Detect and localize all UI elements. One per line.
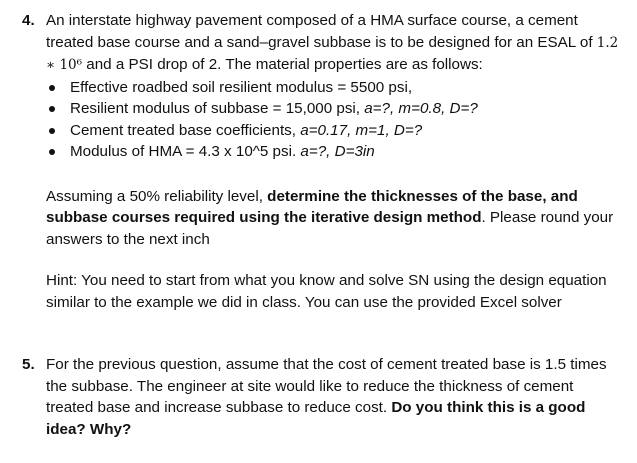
intro-text-a: An interstate highway pavement composed of a HMA surface course, a cement treated base course and a sand–gravel subbase is to be designed for an ESAL of (46, 12, 597, 51)
question-5-body (46, 354, 622, 440)
bullet-params: a=?, D=3in (300, 143, 375, 160)
question-4-body (46, 10, 622, 77)
intro-text-b: and a PSI drop of 2. The material properties are as follows: (82, 56, 483, 73)
list-item (46, 77, 622, 99)
bullet-params: a=?, m=0.8, D=? (364, 100, 478, 117)
assumption-text-b: . Please round your answers to the next inch (46, 209, 614, 248)
bullet-icon (49, 128, 55, 134)
bullet-params: a=0.17, m=1, D=? (300, 121, 423, 139)
question-5 (22, 354, 622, 440)
question-4-number: 4. (22, 12, 35, 29)
assumption-task: determine the thicknesses of the base, and subbase courses required using the iterative design method (46, 187, 578, 226)
list-item (46, 141, 622, 163)
list-item (46, 120, 622, 142)
bullet-lead: Cement treated base coefficients, (70, 121, 301, 139)
bullet-lead: Resilient modulus of subbase = 15,000 psi, (70, 100, 365, 117)
list-item (46, 98, 622, 120)
bullet-icon (49, 149, 55, 155)
question-4-intro (46, 10, 622, 77)
esal-value: 1.2 ∗ 10⁶ (46, 34, 619, 73)
assumption-text-a: Assuming a 50% reliability level, (46, 187, 268, 205)
bullet-icon (49, 85, 55, 91)
hint-paragraph: Hint: You need to start from what you know and solve SN using the design equation similar to the example we did in class. You can use the provided Excel solver (46, 272, 607, 311)
bullet-icon (49, 106, 55, 112)
question-5-text: For the previous question, assume that the cost of cement treated base is 1.5 times the subbase. The engineer at site would like to reduce the thickness of cement treated base and increase subbase to reduce cost. (46, 356, 607, 416)
bullet-lead: Effective roadbed soil resilient modulus = 5500 psi, (70, 78, 413, 96)
assumption-paragraph (46, 186, 622, 251)
question-5-number: 5. (22, 356, 35, 373)
bullet-lead: Modulus of HMA = 4.3 x 10^5 psi. (70, 143, 301, 160)
material-properties-list (22, 77, 622, 163)
question-4 (22, 10, 622, 313)
question-5-prompt: Do you think this is a good idea? Why? (46, 399, 586, 438)
